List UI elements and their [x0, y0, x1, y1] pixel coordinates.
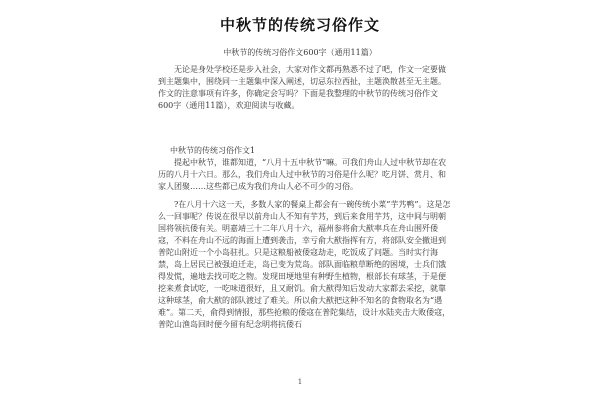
page-title: 中秋节的传统习俗作文	[219, 16, 380, 34]
article-body	[158, 157, 452, 337]
body-paragraph: ?在八月十六这一天，多数人家的餐桌上都会有一碗传统小菜“芋艿鸭”。这是怎么一回事呢？传说在很早以前舟山人不知有芋艿，到后来食用芋艿，这中间与明朝国将领抗倭有关。明嘉靖三十二年八月十六，福州参将俞大猷率兵在舟山围歼倭寇，不料在舟山不远的海面上遭到袭击，幸亏俞大猷指挥有方，将部队安全撤退到普陀山附近一个小岛驻扎。只是这粮船被倭寇劫走，吃饭成了问题。当时实行海禁，岛上居民已被强迫迁走，岛已变为荒岛。部队面临粮草断绝的困境，士兵们饿得发慌，遍地去找可吃之物。发现田埂地里有种野生植物，根部长有球茎，于是便挖来煮食试吃，一吃味道很好，且又耐饥。俞大猷得知后发动大家都去采挖，就靠这种球茎，俞大猷的部队渡过了难关。所以俞大猷把这种不知名的食物取名为“遇难”。第二天，俞得到情报，那些抢粮的倭寇在普陀集结，设计水陆夹击大败倭寇，普陀山渔岛回时便今留有纪念明将抗倭石	[158, 200, 451, 329]
intro-block	[158, 64, 452, 112]
page-number: 1	[297, 378, 303, 386]
section-heading: 中秋节的传统习俗作文1	[170, 146, 256, 155]
page-subtitle: 中秋节的传统习俗作文600字（通用11篇）	[223, 48, 377, 57]
body-paragraph: 提起中秋节，谁都知道，“八月十五中秋节”嘛。可我们舟山人过中秋节却在农历的八月十六日。那么，我们舟山人过中秋节的习俗是什么呢？吃月饼、赏月、和家人团聚……这些都已成为我们舟山人必不可少的习俗。	[158, 158, 447, 191]
intro-paragraph: 无论是身处学校还是步入社会，大家对作文都再熟悉不过了吧，作文一定要做到主题集中，围绕同一主题集中深入阐述，切忌东拉西扯，主题涣散甚至无主题。作文的注意事项有许多，你确定会写吗？下面是我整理的中秋节的传统习俗作文600字（通用11篇），欢迎阅读与收藏。	[158, 65, 446, 110]
